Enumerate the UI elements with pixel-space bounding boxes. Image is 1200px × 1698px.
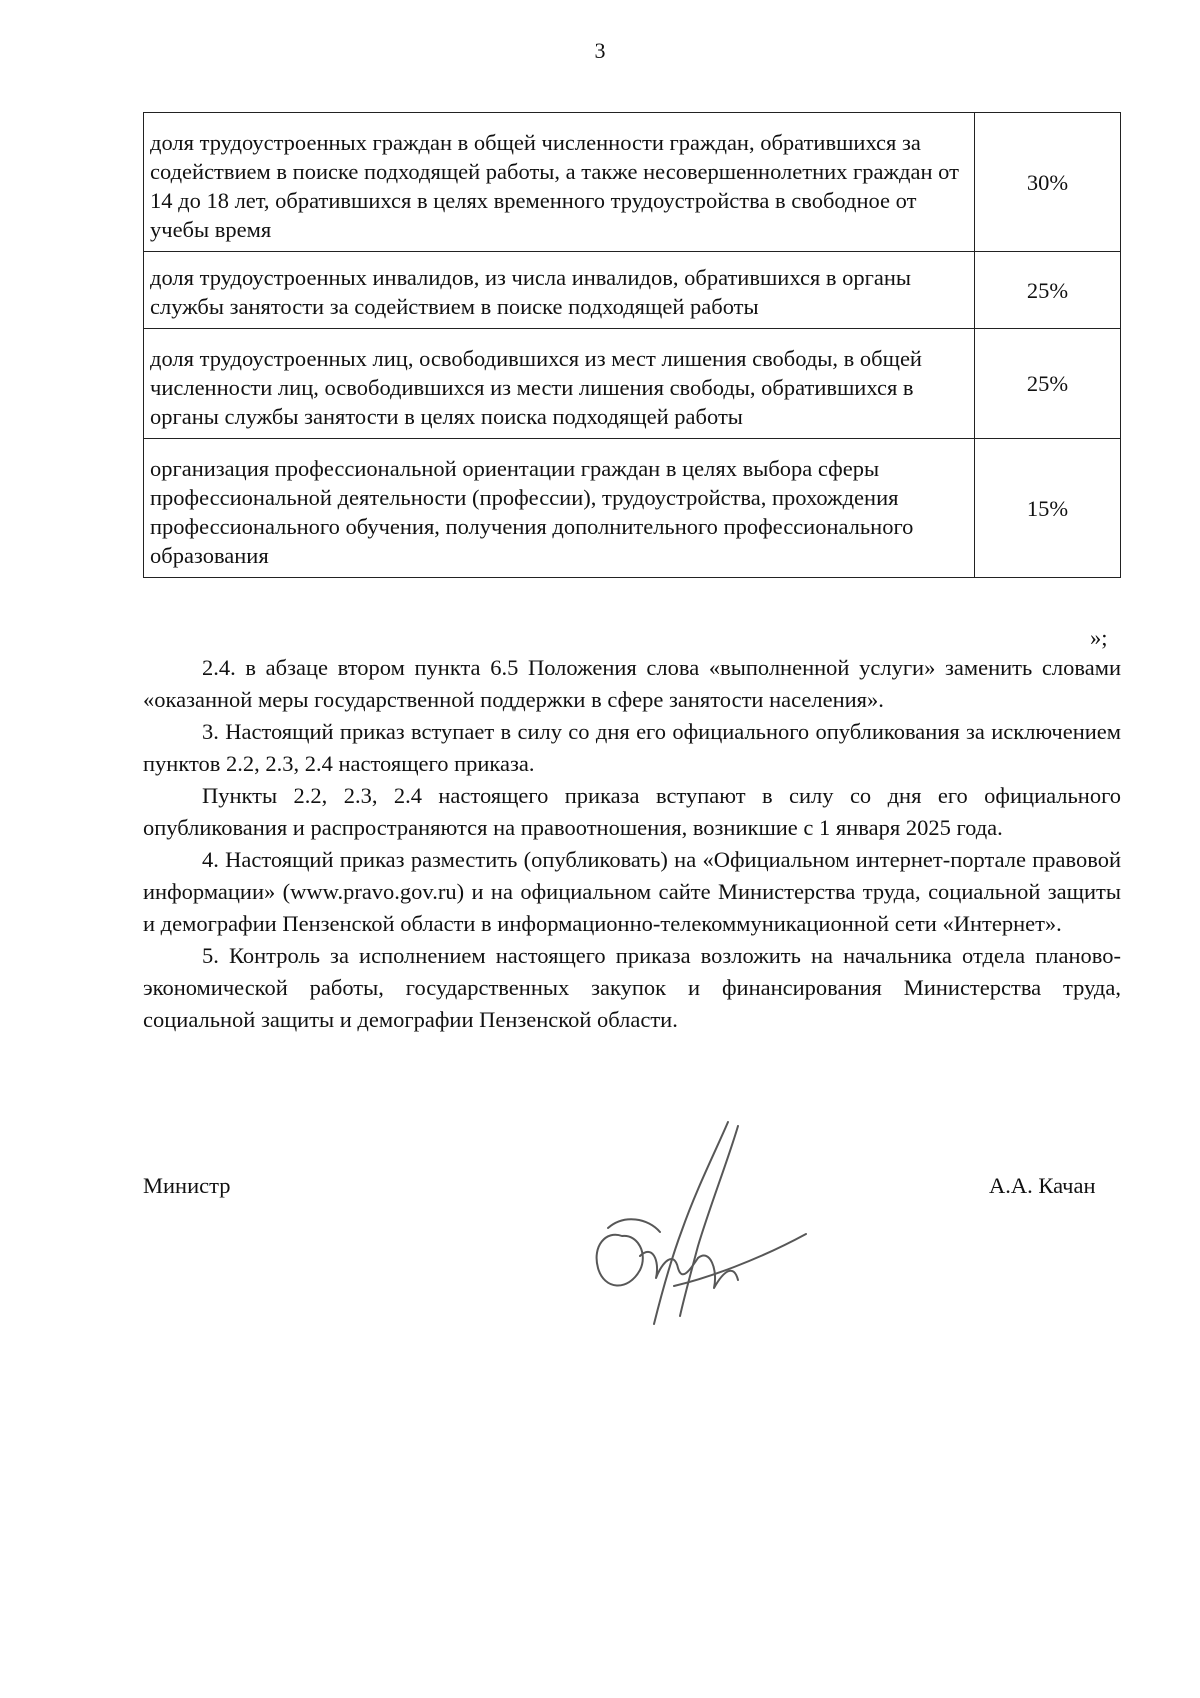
- criterion-value: 15%: [975, 439, 1121, 578]
- criterion-text: доля трудоустроенных граждан в общей численности граждан, обратившихся за содействием в поиске подходящей работы, а также несовершеннолетних граждан от 14 до 18 лет, обратившихся в целях временного трудоустройства в свободное от учебы время: [144, 113, 975, 252]
- paragraph-2-4: 2.4. в абзаце втором пункта 6.5 Положения слова «выполненной услуги» заменить словами «оказанной меры государственной поддержки в сфере занятости населения».: [143, 655, 1121, 712]
- signatory-position: Министр: [143, 1173, 231, 1198]
- closing-quote-mark: »;: [1090, 625, 1108, 650]
- handwritten-signature-icon: [578, 1110, 818, 1340]
- criterion-value: 30%: [975, 113, 1121, 252]
- table-row: [144, 439, 1121, 578]
- paragraph-4: 4. Настоящий приказ разместить (опубликовать) на «Официальном интернет-портале правовой информации» (www.pravo.gov.ru) и на официальном сайте Министерства труда, социальной защиты и демографии Пензенской области в информационно-телекоммуникационной сети «Интернет».: [143, 847, 1121, 936]
- paragraph-5: 5. Контроль за исполнением настоящего приказа возложить на начальника отдела планово-экономической работы, государственных закупок и финансирования Министерства труда, социальной защиты и демографии Пензенской области.: [143, 943, 1121, 1032]
- criterion-text: доля трудоустроенных инвалидов, из числа инвалидов, обратившихся в органы службы занятости за содействием в поиске подходящей работы: [144, 252, 975, 329]
- paragraph-3-exceptions: Пункты 2.2, 2.3, 2.4 настоящего приказа вступают в силу со дня его официального опубликования и распространяются на правоотношения, возникшие с 1 января 2025 года.: [143, 783, 1121, 840]
- criterion-text: организация профессиональной ориентации граждан в целях выбора сферы профессиональной деятельности (профессии), трудоустройства, прохождения профессионального обучения, получения дополнительного профессионального образования: [144, 439, 975, 578]
- table-row: [144, 252, 1121, 329]
- page-number: 3: [594, 38, 606, 63]
- table-row: [144, 113, 1121, 252]
- table-row: [144, 329, 1121, 439]
- criterion-value: 25%: [975, 252, 1121, 329]
- signatory-name: А.А. Качан: [989, 1173, 1096, 1198]
- document-body: [143, 652, 1121, 1036]
- criteria-table: [143, 112, 1121, 578]
- paragraph-3: 3. Настоящий приказ вступает в силу со дня его официального опубликования за исключением пунктов 2.2, 2.3, 2.4 настоящего приказа.: [143, 719, 1121, 776]
- criterion-value: 25%: [975, 329, 1121, 439]
- criterion-text: доля трудоустроенных лиц, освободившихся из мест лишения свободы, в общей численности лиц, освободившихся из мести лишения свободы, обратившихся в органы службы занятости в целях поиска подходящей работы: [144, 329, 975, 439]
